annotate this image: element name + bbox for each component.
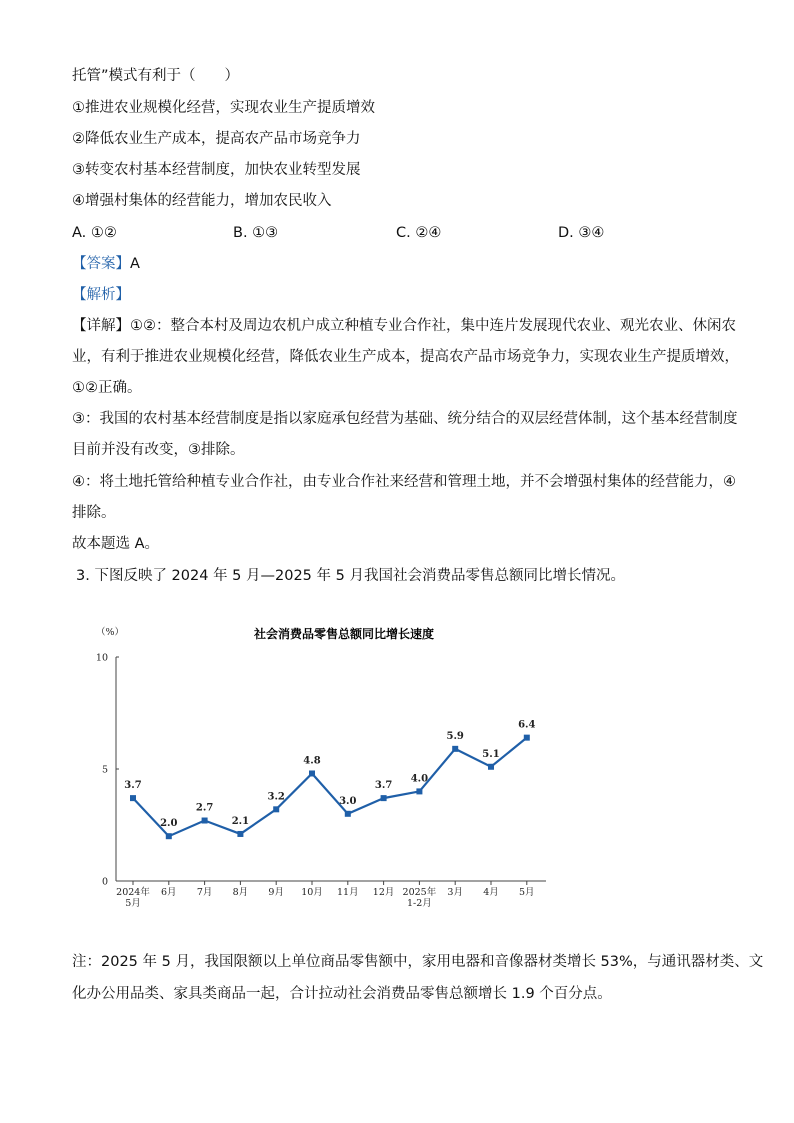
series-line: [133, 738, 527, 837]
answer-line: [72, 254, 140, 274]
y-tick-label: 5: [101, 764, 108, 776]
data-label: 3.2: [267, 791, 285, 803]
option-b: B. ①③: [233, 225, 279, 241]
x-tick-label: 10月: [301, 887, 323, 898]
x-tick-label: 1-2月: [406, 898, 432, 909]
data-label: 3.7: [374, 780, 393, 792]
data-label: 5.1: [482, 748, 500, 760]
detail-p3-line2: 排除。: [72, 505, 116, 521]
option-a: A. ①②: [72, 225, 117, 241]
note-line2: 化办公用品类、家具类商品一起，合计拉动社会消费品零售总额增长 1.9 个百分点。: [72, 986, 612, 1002]
question-3: 3. 下图反映了 2024 年 5 月—2025 年 5 月我国社会消费品零售总额同比增长情况。: [76, 568, 625, 584]
growth-line-chart: [84, 615, 564, 915]
x-tick-label: 9月: [268, 887, 284, 898]
x-tick-label: 2024年: [116, 887, 150, 898]
data-point: [488, 764, 494, 770]
answer-value: A: [130, 256, 140, 272]
question-stem-tail: 托管”模式有利于（ ）: [72, 68, 240, 84]
note-line1: 注：2025 年 5 月，我国限额以上单位商品零售额中，家用电器和音像器材类增长 53%，与通讯器材类、文: [72, 954, 764, 970]
x-tick-label: 5月: [519, 887, 535, 898]
detail-p2-line1: ③：我国的农村基本经营制度是指以家庭承包经营为基础、统分结合的双层经营体制，这个基本经营制度: [72, 411, 738, 427]
data-label: 5.9: [446, 730, 464, 742]
x-tick-label: 11月: [337, 887, 359, 898]
data-label: 2.1: [231, 815, 250, 827]
option-d: D. ③④: [558, 225, 605, 241]
data-point: [130, 795, 136, 801]
data-label: 4.0: [410, 773, 429, 785]
x-tick-label: 6月: [161, 887, 177, 898]
x-tick-label: 2025年: [402, 887, 437, 898]
x-tick-label: 7月: [196, 887, 213, 898]
x-tick-label: 4月: [483, 887, 499, 898]
y-tick-label: 0: [101, 876, 108, 888]
data-point: [345, 811, 351, 817]
chart-title: 社会消费品零售总额同比增长速度: [253, 627, 435, 641]
detail-p3-line1: ④：将土地托管给种植专业合作社，由专业合作社来经营和管理土地，并不会增强村集体的经营能力，④: [72, 474, 736, 490]
data-point: [202, 818, 208, 824]
data-label: 4.8: [303, 755, 321, 767]
data-label: 3.7: [124, 780, 142, 792]
detail-tag: 【详解】: [72, 318, 130, 334]
x-tick-label: 3月: [447, 887, 463, 898]
x-tick-label: 5月: [125, 898, 141, 909]
statement-3: ③转变农村基本经营制度，加快农业转型发展: [72, 162, 361, 178]
detail-conclusion: 故本题选 A。: [72, 536, 160, 552]
data-label: 3.0: [339, 795, 357, 807]
data-point: [166, 833, 172, 839]
detail-p1-line1: [72, 316, 736, 336]
detail-p1-text: ①②：整合本村及周边农机户成立种植专业合作社，集中连片发展现代农业、观光农业、休闲农: [130, 318, 736, 334]
answer-tag: 【答案】: [72, 256, 130, 272]
y-unit-label: （%）: [96, 627, 125, 638]
data-label: 2.7: [195, 802, 214, 814]
x-tick-label: 8月: [232, 887, 249, 898]
option-c: C. ②④: [396, 225, 442, 241]
statement-1: ①推进农业规模化经营，实现农业生产提质增效: [72, 100, 375, 116]
detail-p1-line2: 业，有利于推进农业规模化经营，降低农业生产成本，提高农产品市场竞争力，实现农业生产提质增效，: [72, 349, 739, 365]
data-point: [309, 770, 315, 776]
data-point: [416, 788, 422, 794]
analysis-tag: 【解析】: [72, 287, 130, 303]
detail-p1-line3: ①②正确。: [72, 380, 142, 396]
y-tick-label: 10: [95, 652, 108, 664]
statement-2: ②降低农业生产成本，提高农产品市场竞争力: [72, 131, 361, 147]
data-point: [273, 806, 279, 812]
data-point: [237, 831, 243, 837]
data-point: [452, 746, 458, 752]
statement-4: ④增强村集体的经营能力，增加农民收入: [72, 193, 332, 209]
x-tick-label: 12月: [372, 887, 395, 898]
data-label: 2.0: [160, 818, 178, 830]
data-point: [524, 735, 530, 741]
data-point: [381, 795, 387, 801]
detail-p2-line2: 目前并没有改变，③排除。: [72, 442, 245, 458]
data-label: 6.4: [518, 719, 536, 731]
